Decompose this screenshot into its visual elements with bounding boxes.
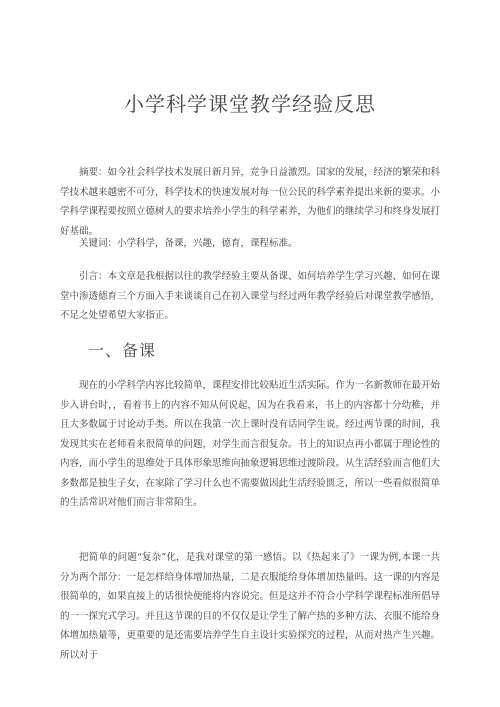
body-paragraph-2: 把简单的问题“复杂”化，是我对课堂的第一感悟。以《热起来了》一课为例,本课一共分为两个部分：一是怎样给身体增加热量，二是衣服能给身体增加热量吗。这一课的内容是很简单的，如果直接上的话很快便能将内容说完。但是这并不符合小学科学课程标准所倡导的一一探究式学习。并且这节课的目的不仅仅是让学生了解产热的多种方法、衣服不能给身体增加热量等，更重要的是还需要培养学生自主设计实验探究的过程，从而对热产生兴趣。所以对于 <box>60 552 441 661</box>
body-paragraph-1: 现在的小学科学内容比较简单，课程安排比较贴近生活实际。作为一名新教师在最开始步入讲台时，，看着书上的内容不知从何说起，因为在我看来，书上的内容都十分幼稚，并且大多数属于讨论动手类。所以在我第一次上课时没有话同学生说。经过两节课的时间，我发现其实在老师看来很简单的问题，对学生而言很复杂。书上的知识点再小都属于理论性的内容，而小学生的思维处于具体形象思维向抽象逻辑思维过渡阶段。从生活经验而言他们大多数都是独生子女，在家除了学习什么也不需要做因此生活经验匮乏，所以一些看似很简单的生活常识对他们而言非常陌生。 <box>60 380 441 508</box>
section-heading-prep: 一、备课 <box>88 341 157 360</box>
intro-paragraph: 引言：本文章是我根据以往的教学经验主要从备课、如何培养学生学习兴趣、如何在课堂中渗透德育三个方面入手来谈谈自己在初入课堂与经过两年教学经验后对课堂教学感悟，不足之处望希望大家指正。 <box>60 271 441 321</box>
keywords-paragraph: 关键词：小学科学，备课，兴趣，德育，课程标准。 <box>79 238 298 249</box>
page-title: 小学科学课堂教学经验反思 <box>124 92 376 116</box>
abstract-paragraph: 摘要：如今社会科学技术发展日新月异，竞争日益激烈。国家的发展，经济的繁荣和科学技术越来越密不可分，科学技术的快速发展对每一位公民的科学素养提出来新的要求。小学科学课程要按照立德树人的要求培养小学生的科学素养，为他们的继续学习和终身发展打好基础。 <box>60 167 441 237</box>
